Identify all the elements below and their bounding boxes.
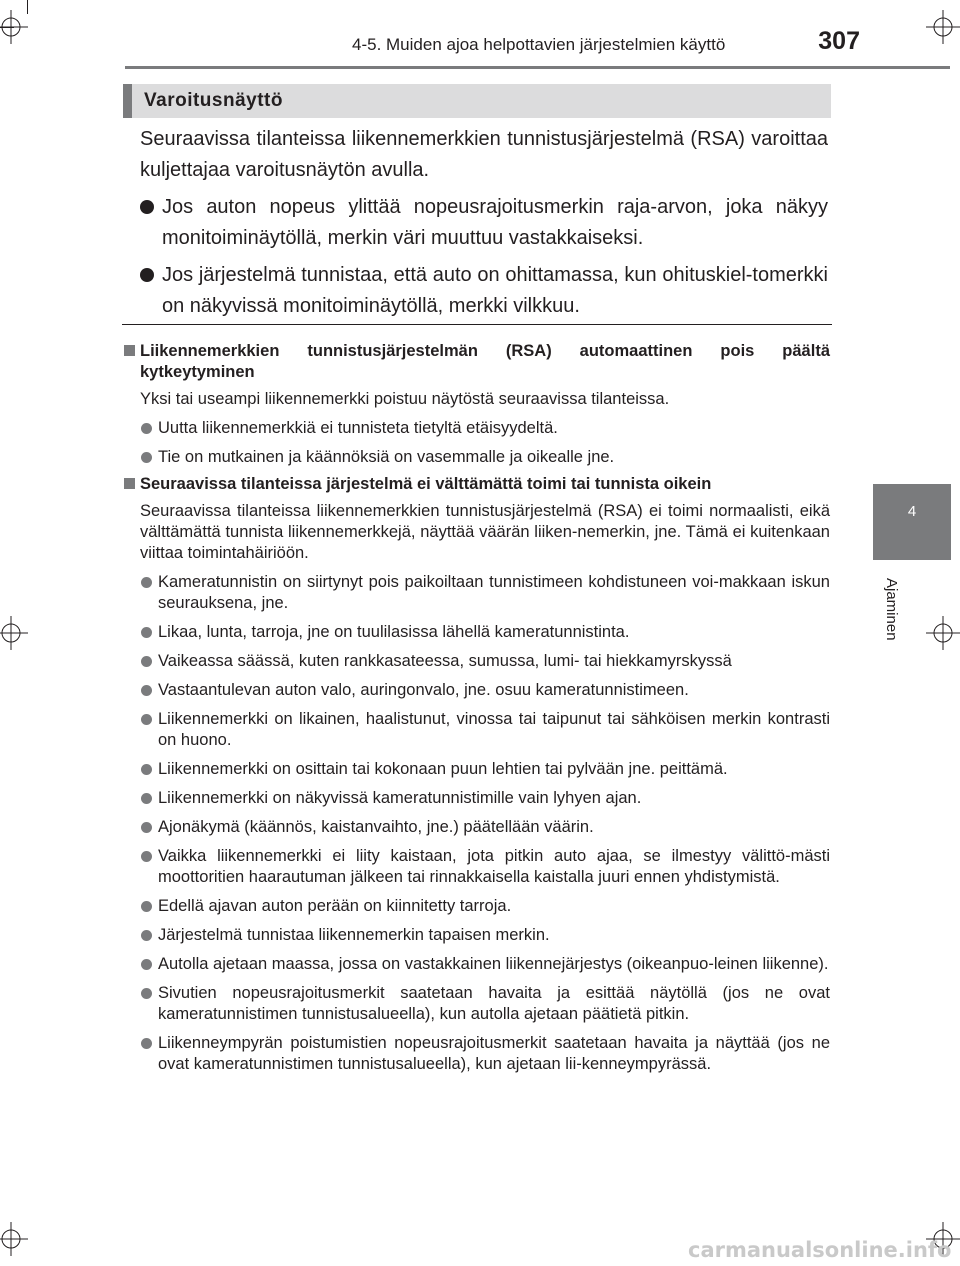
list-item-text: Jos auton nopeus ylittää nopeusrajoitusmerkin raja-arvon, joka näkyy monitoiminäytöllä, merkin väri muuttuu vastakkaiseksi. [162, 196, 828, 249]
registration-mark-icon [0, 10, 28, 44]
watermark: carmanualsonline.info [688, 1238, 952, 1262]
list-item-text: Vaikka liikennemerkki ei liity kaistaan, jota pitkin auto ajaa, se ilmestyy välittö-mästi moottoritien haarautuman jälkeen tai rinnakkaisella kaistalla juuri ennen yhdistymistä. [158, 847, 830, 886]
list-item [124, 680, 830, 701]
list-item [140, 260, 828, 322]
registration-mark-icon [926, 616, 960, 650]
list-item-text: Vastaantulevan auton valo, auringonvalo, jne. osuu kameratunnistimeen. [158, 681, 689, 699]
list-item-text: Tie on mutkainen ja käännöksiä on vasemmalle ja oikealle jne. [158, 448, 615, 466]
section-divider [122, 324, 832, 325]
bullet-icon [141, 851, 152, 862]
bullet-icon [141, 764, 152, 775]
bullet-icon [141, 793, 152, 804]
registration-mark-icon [0, 616, 28, 650]
section-header [123, 84, 831, 118]
chapter-tab: 4 [873, 484, 951, 560]
list-item [124, 1033, 830, 1075]
section-intro [140, 124, 828, 322]
notes-section [124, 335, 830, 1075]
bullet-icon [141, 656, 152, 667]
bullet-icon [141, 714, 152, 725]
list-item [124, 651, 830, 672]
list-item [124, 759, 830, 780]
chapter-tab-label: Ajaminen [883, 578, 900, 641]
list-item-text: Autolla ajetaan maassa, jossa on vastakkainen liikennejärjestys (oikeanpuo-leinen liikenne). [158, 955, 829, 973]
list-item [124, 447, 830, 468]
list-item [124, 846, 830, 888]
bullet-icon [141, 959, 152, 970]
note-heading [124, 341, 830, 383]
list-item [124, 896, 830, 917]
square-bullet-icon [124, 345, 135, 356]
list-item-text: Sivutien nopeusrajoitusmerkit saatetaan havaita ja esittää näytöllä (jos ne ovat kameratunnistimen tunnistusalueella), kun autolla ajetaan päätietä pitkin. [158, 984, 830, 1023]
list-item-text: Edellä ajavan auton perään on kiinnitetty tarroja. [158, 897, 512, 915]
list-item-text: Jos järjestelmä tunnistaa, että auto on ohittamassa, kun ohituskiel-tomerkki on näkyvissä monitoiminäytöllä, merkki vilkkuu. [162, 264, 828, 317]
bullet-icon [141, 423, 152, 434]
list-item-text: Uutta liikennemerkkiä ei tunnisteta tietyltä etäisyydeltä. [158, 419, 558, 437]
bullet-icon [141, 988, 152, 999]
bullet-icon [141, 1038, 152, 1049]
chapter-header-title: 4-5. Muiden ajoa helpottavien järjestelmien käyttö [352, 35, 726, 54]
registration-mark-icon [926, 10, 960, 44]
bullet-icon [141, 577, 152, 588]
bullet-icon [141, 901, 152, 912]
list-item [140, 192, 828, 254]
list-item [124, 983, 830, 1025]
list-item-text: Kameratunnistin on siirtynyt pois paikoiltaan tunnistimeen kohdistuneen voi-makkaan iskun seurauksena, jne. [158, 573, 830, 612]
intro-paragraph: Seuraavissa tilanteissa liikennemerkkien tunnistusjärjestelmä (RSA) varoittaa kuljettajaa varoitusnäytön avulla. [140, 128, 828, 181]
list-item-text: Ajonäkymä (käännös, kaistanvaihto, jne.) päätellään väärin. [158, 818, 594, 836]
list-item-text: Liikennemerkki on likainen, haalistunut, vinossa tai taipunut tai sähköisen merkin kontrasti on huono. [158, 710, 830, 749]
bullet-icon [141, 930, 152, 941]
list-item [124, 925, 830, 946]
list-item [124, 418, 830, 439]
bullet-icon [140, 268, 154, 282]
bullet-icon [141, 452, 152, 463]
page-number: 307 [818, 27, 860, 55]
list-item-text: Liikennemerkki on osittain tai kokonaan puun lehtien tai pylvään jne. peittämä. [158, 760, 728, 778]
list-item [124, 817, 830, 838]
section-title: Varoitusnäyttö [144, 90, 283, 111]
list-item [124, 572, 830, 614]
note-paragraph: Seuraavissa tilanteissa liikennemerkkien tunnistusjärjestelmä (RSA) ei toimi normaalisti, eikä välttämättä tunnista liikennemerkkejä, näyttää väärän liiken-nemerkin, jne. Tämä ei kuitenkaan viittaa toimintahäiriöön. [140, 502, 830, 562]
header-divider [125, 66, 950, 69]
bullet-icon [140, 200, 154, 214]
bullet-icon [141, 627, 152, 638]
square-bullet-icon [124, 478, 135, 489]
list-item-text: Liikenneympyrän poistumistien nopeusrajoitusmerkit saatetaan havaita ja näyttää (jos ne ovat kameratunnistimen tunnistusalueella), kun ajetaan lii-kenneympyrässä. [158, 1034, 830, 1073]
note-heading [124, 474, 830, 495]
list-item [124, 954, 830, 975]
note-paragraph: Yksi tai useampi liikennemerkki poistuu näytöstä seuraavissa tilanteissa. [140, 390, 670, 408]
list-item [124, 788, 830, 809]
registration-mark-icon [0, 1222, 28, 1256]
note-heading-text: Seuraavissa tilanteissa järjestelmä ei välttämättä toimi tai tunnista oikein [140, 475, 712, 493]
list-item-text: Järjestelmä tunnistaa liikennemerkin tapaisen merkin. [158, 926, 550, 944]
bullet-icon [141, 685, 152, 696]
list-item-text: Likaa, lunta, tarroja, jne on tuulilasissa lähellä kameratunnistinta. [158, 623, 630, 641]
list-item-text: Vaikeassa säässä, kuten rankkasateessa, sumussa, lumi- tai hiekkamyrskyssä [158, 652, 732, 670]
note-heading-text: Liikennemerkkien tunnistusjärjestelmän (RSA) automaattinen pois päältä kytkeytyminen [140, 342, 830, 381]
list-item [124, 622, 830, 643]
list-item-text: Liikennemerkki on näkyvissä kameratunnistimille vain lyhyen ajan. [158, 789, 642, 807]
bullet-icon [141, 822, 152, 833]
list-item [124, 709, 830, 751]
